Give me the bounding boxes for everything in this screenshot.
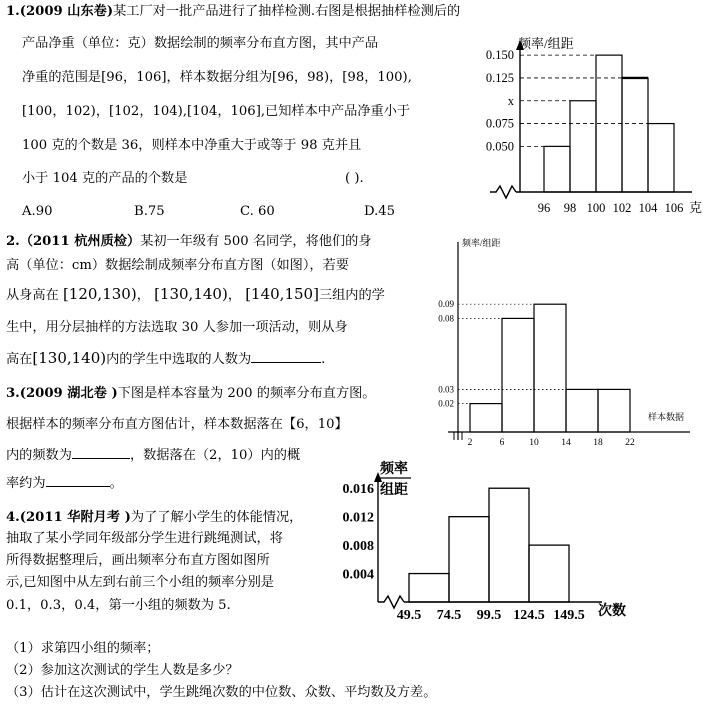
y-tick-label: 0.125 bbox=[485, 70, 514, 85]
histogram-bar bbox=[529, 545, 569, 602]
y-tick-label: 0.03 bbox=[438, 384, 454, 395]
y-tick-label: 0.008 bbox=[342, 539, 374, 555]
q1-line-5: 小于 104 克的产品的个数是 bbox=[22, 171, 188, 186]
x-tick-label: 10 bbox=[529, 438, 539, 448]
q4-line-0 bbox=[6, 510, 302, 526]
q1-option-b: B.75 bbox=[134, 204, 165, 219]
q2-line-4: 生中，用分层抽样的方法选取 30 人参加一项活动，则从身 bbox=[6, 320, 348, 335]
x-tick-label: 102 bbox=[612, 201, 632, 215]
q3-text-4: 率约为 bbox=[6, 476, 46, 491]
q1-line-1: 产品净重（单位：克）数据绘制的频率分布直方图，其中产品 bbox=[22, 36, 379, 51]
y-tick-label: 0.016 bbox=[342, 482, 374, 498]
x-tick-label: 106 bbox=[664, 201, 684, 215]
y-axis-label: 频率/组距 bbox=[518, 36, 574, 51]
histogram-bar bbox=[409, 574, 449, 602]
q1-option-a: A.90 bbox=[22, 204, 53, 219]
q2-histogram bbox=[428, 236, 698, 448]
q2-line-1: 高（单位：cm）数据绘制成频率分布直方图（如图），若要 bbox=[6, 258, 349, 273]
histogram-bar bbox=[502, 318, 534, 432]
x-tick-label: 18 bbox=[593, 438, 603, 448]
q4-text-0: 为了了解小学生的体能情况， bbox=[130, 510, 303, 525]
q2-source: 2.（2011 杭州质检） bbox=[6, 234, 141, 249]
q3-line-4 bbox=[6, 476, 123, 492]
q3-blank-2[interactable] bbox=[46, 486, 110, 487]
q2-interval-2: [130,140) bbox=[154, 285, 228, 303]
x-axis-label: 克 bbox=[689, 200, 703, 215]
q3-text-3: ，数据落在（2，10）内的概 bbox=[129, 448, 301, 463]
y-axis-label-top: 频率 bbox=[380, 462, 408, 477]
x-tick-label: 74.5 bbox=[436, 608, 462, 623]
q4-sub-3: （3）估计在这次测试中，学生跳绳次数的中位数、众数、平均数及方差。 bbox=[6, 685, 437, 700]
histogram-bar bbox=[648, 124, 674, 192]
q1-line-2: 净重的范围是[96，106]，样本数据分组为[96，98)，[98，100), bbox=[22, 70, 412, 85]
y-tick-label: 0.08 bbox=[438, 313, 454, 324]
q4-histogram bbox=[322, 458, 706, 628]
histogram-bar bbox=[566, 389, 598, 432]
x-tick-label: 14 bbox=[561, 438, 571, 448]
histogram-bar bbox=[570, 101, 596, 192]
x-tick-label: 6 bbox=[499, 438, 505, 448]
q2-line-2 bbox=[6, 286, 385, 304]
q3-text-0: 下图是样本容量为 200 的频率分布直方图。 bbox=[117, 386, 376, 401]
x-tick-label: 2 bbox=[467, 438, 473, 448]
q3-line-0 bbox=[6, 386, 375, 402]
x-tick-label: 96 bbox=[537, 201, 551, 215]
axis-break-icon bbox=[378, 596, 404, 608]
x-tick-label: 104 bbox=[638, 201, 658, 215]
y-tick-label: 0.050 bbox=[485, 139, 514, 154]
y-tick-label: 0.004 bbox=[342, 567, 374, 583]
y-tick-label: x bbox=[507, 93, 514, 108]
x-tick-label: 98 bbox=[563, 201, 577, 215]
q3-text-5: 。 bbox=[109, 476, 123, 491]
x-tick-label: 100 bbox=[586, 201, 606, 215]
q4-sub-1: （1）求第四小组的频率； bbox=[6, 641, 160, 656]
y-tick-label: 0.075 bbox=[485, 116, 514, 131]
q2-text-6: 内的学生中选取的人数为 bbox=[106, 352, 252, 367]
q3-blank-1[interactable] bbox=[72, 458, 130, 459]
x-tick-label: 49.5 bbox=[396, 608, 422, 623]
q2-answer-blank[interactable] bbox=[251, 362, 321, 363]
q2-line-5 bbox=[6, 350, 325, 368]
x-tick-label: 22 bbox=[625, 438, 635, 448]
q4-source: 4.(2011 华附月考 ) bbox=[6, 510, 131, 525]
histogram-bar bbox=[489, 488, 529, 602]
q2-comma-2: ， bbox=[227, 288, 241, 303]
q2-line-0 bbox=[6, 234, 372, 250]
histogram-bar bbox=[470, 404, 502, 432]
histogram-bar bbox=[534, 304, 566, 432]
histogram-bar bbox=[449, 517, 489, 602]
y-tick-label: 0.09 bbox=[438, 299, 454, 310]
q1-option-c: C. 60 bbox=[240, 204, 275, 219]
y-tick-label: 0.150 bbox=[485, 48, 514, 63]
q1-line-4: 100 克的个数是 36，则样本中净重大于或等于 98 克并且 bbox=[22, 138, 362, 153]
q4-line-3: 示,已知图中从左到右前三个小组的频率分别是 bbox=[6, 575, 274, 590]
q2-comma-1: ， bbox=[136, 288, 150, 303]
q2-interval-3: [140,150] bbox=[245, 285, 319, 303]
x-tick-label: 99.5 bbox=[476, 608, 502, 623]
histogram-bar bbox=[622, 78, 648, 192]
q3-source: 3.(2009 湖北卷 ) bbox=[6, 386, 118, 401]
y-axis-label: 频率/组距 bbox=[462, 238, 501, 248]
axis-break-icon bbox=[490, 186, 516, 198]
q4-line-1: 抽取了某小学同年级部分学生进行跳绳测试，将 bbox=[6, 531, 283, 546]
q2-interval-4: [130,140) bbox=[32, 349, 107, 367]
q2-text-5: 高在 bbox=[6, 352, 33, 367]
x-tick-label: 149.5 bbox=[553, 608, 585, 623]
q2-interval-1: [120,130) bbox=[62, 285, 137, 303]
q3-text-2: 内的频数为 bbox=[6, 448, 72, 463]
q2-text-3: 三组内的学 bbox=[318, 288, 385, 303]
q4-sub-2: （2）参加这次测试的学生人数是多少？ bbox=[6, 663, 239, 678]
histogram-bar bbox=[598, 389, 630, 432]
q1-line-0 bbox=[6, 4, 460, 20]
q2-text-0: 某初一年级有 500 名同学，将他们的身 bbox=[140, 234, 372, 249]
q1-answer-paren: ( ). bbox=[345, 171, 364, 186]
x-axis-label: 次数 bbox=[598, 604, 626, 619]
q1-option-d: D.45 bbox=[364, 204, 396, 219]
x-axis-label: 样本数据 bbox=[648, 412, 685, 422]
q1-text-0: 某工厂对一批产品进行了抽样检测.右图是根据抽样检测后的 bbox=[113, 4, 461, 19]
y-tick-label: 0.02 bbox=[438, 398, 454, 409]
q3-line-2 bbox=[6, 448, 300, 464]
histogram-bar bbox=[544, 146, 570, 192]
q1-source: 1.(2009 山东卷) bbox=[6, 4, 114, 19]
q1-histogram bbox=[460, 30, 706, 220]
q4-line-2: 所得数据整理后，画出频率分布直方图如图所 bbox=[6, 553, 270, 568]
q1-line-3: [100，102)，[102，104),[104，106],已知样本中产品净重小于 bbox=[22, 104, 411, 119]
x-tick-label: 124.5 bbox=[513, 608, 545, 623]
q4-line-4: 0.1，0.3，0.4，第一小组的频数为 5. bbox=[6, 598, 231, 613]
q3-line-1: 根据样本的频率分布直方图估计，样本数据落在【6，10】 bbox=[6, 417, 348, 432]
y-axis-label-bottom: 组距 bbox=[380, 483, 408, 498]
y-tick-label: 0.012 bbox=[342, 510, 374, 526]
q2-text-2: 从身高在 bbox=[6, 288, 59, 303]
q2-text-7: . bbox=[321, 352, 326, 367]
